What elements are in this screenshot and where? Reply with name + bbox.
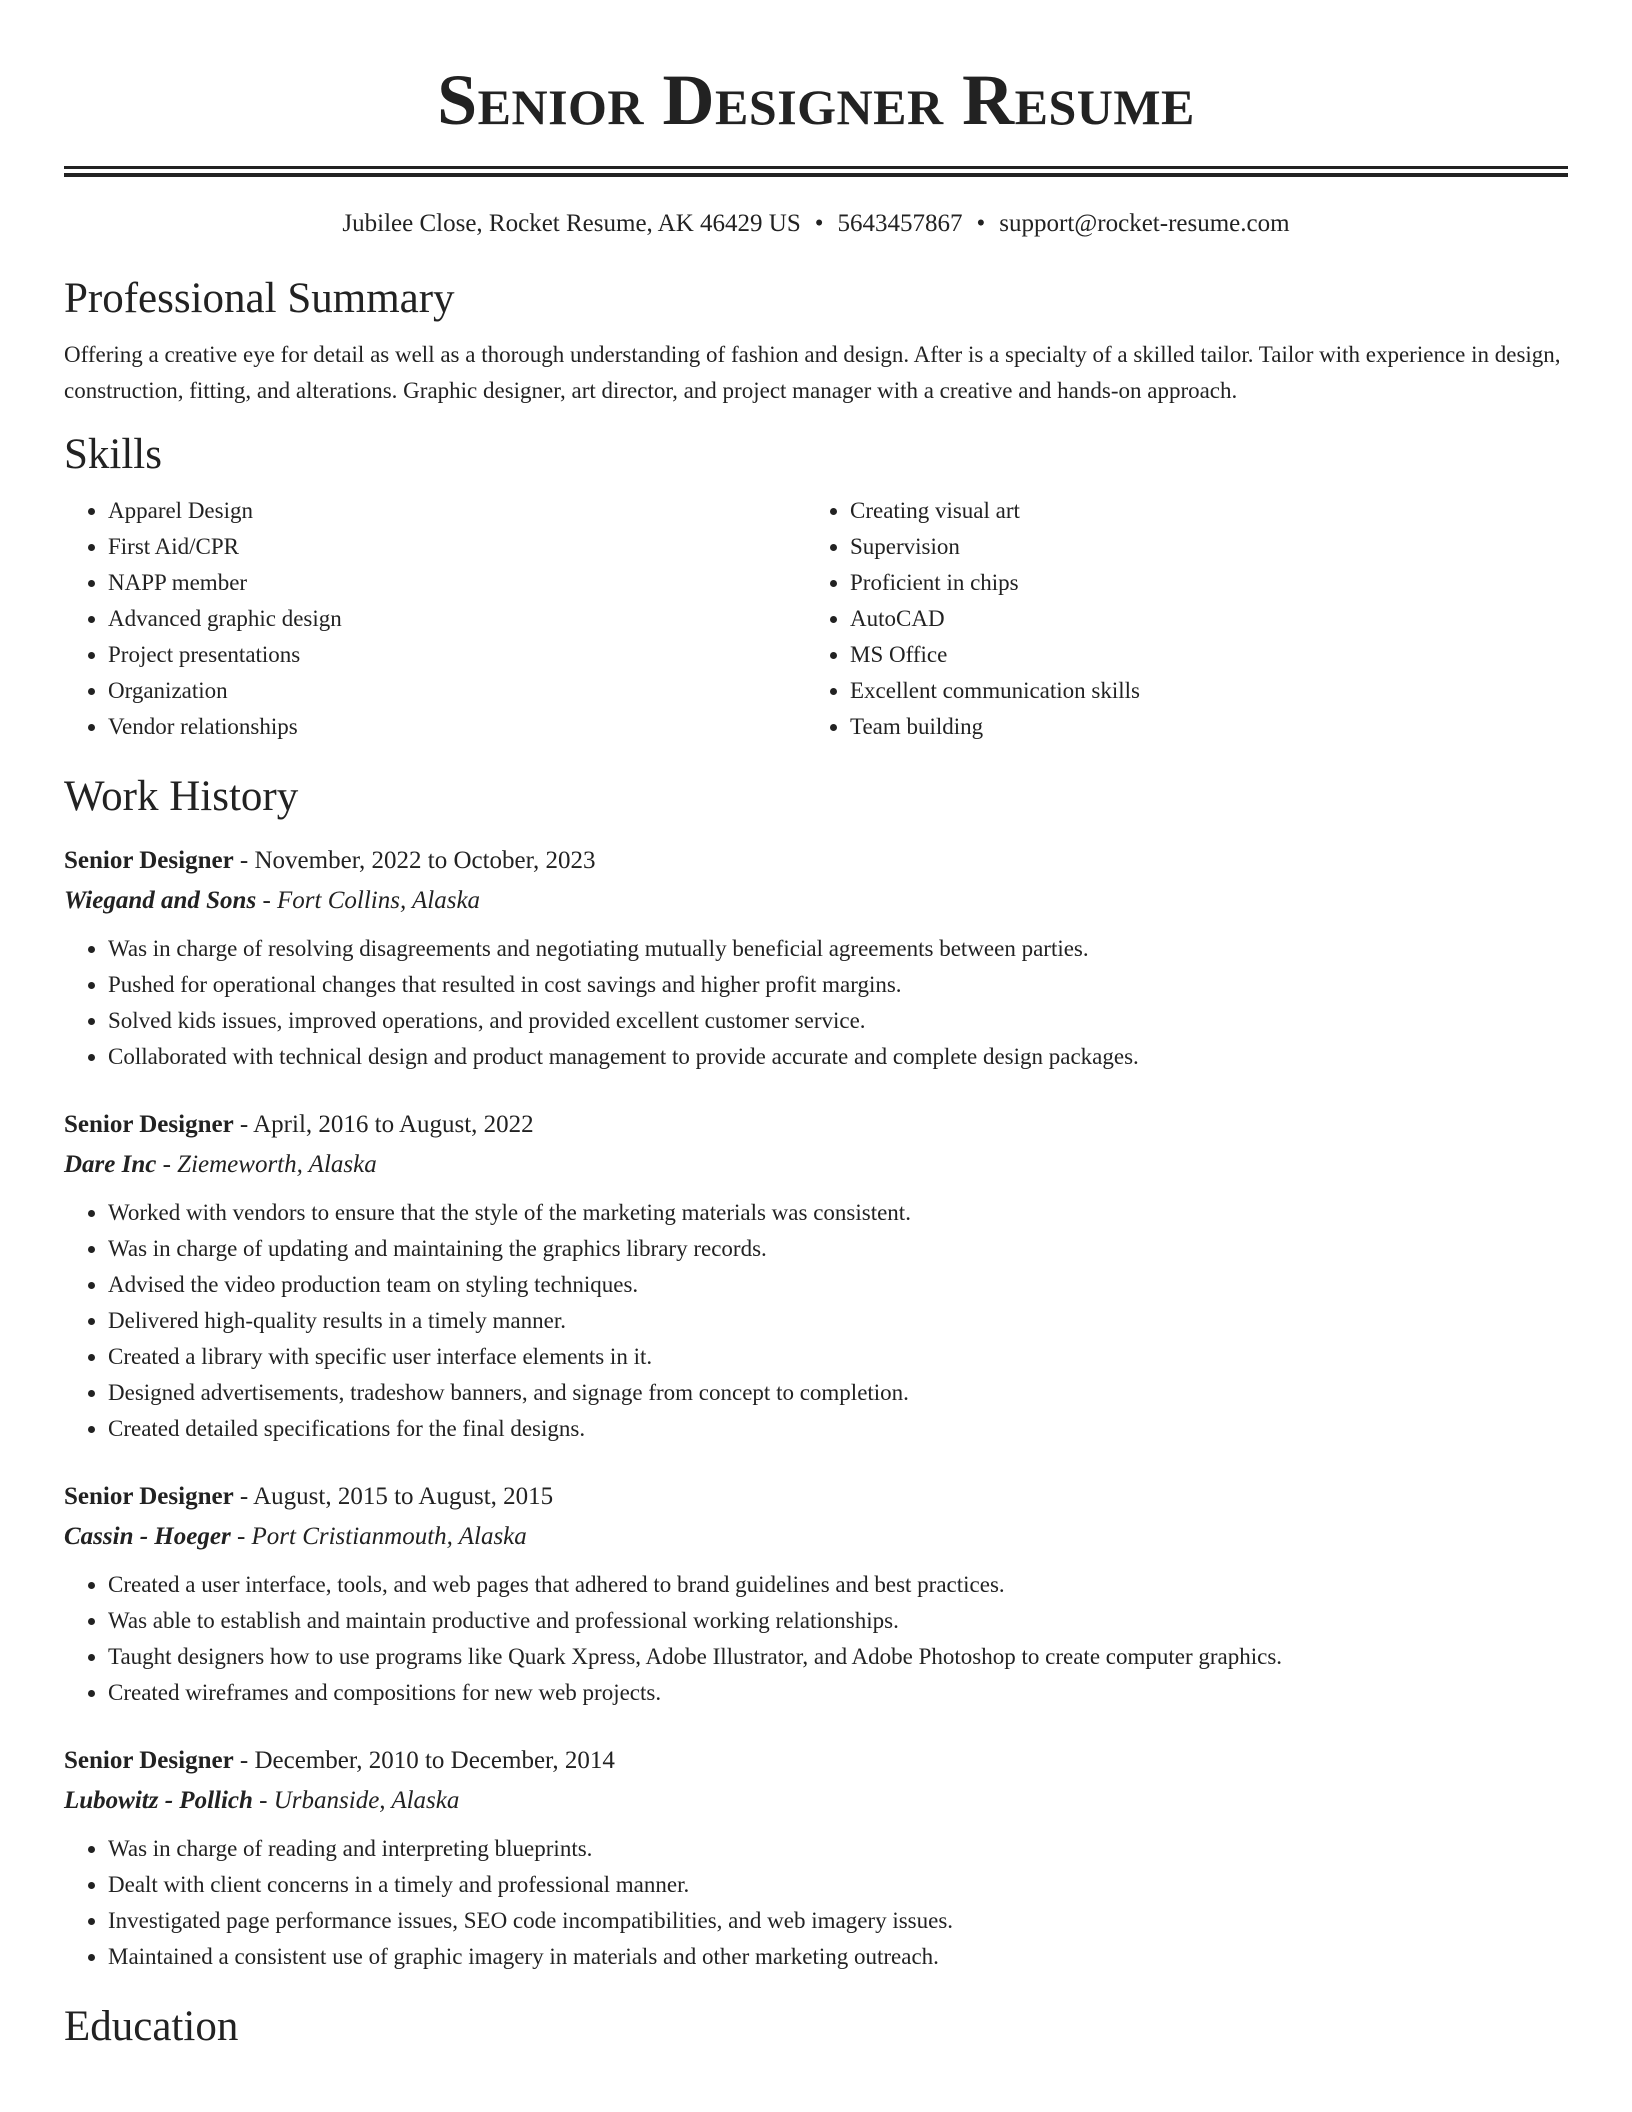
job-dates: - December, 2010 to December, 2014 [233,1747,615,1774]
job-duties [64,931,1568,1075]
duty-item: • Taught designers how to use programs like Quark Xpress, Adobe Illustrator, and Adobe Photoshop to create computer graphics. [108,1639,1568,1675]
contact-separator: • [814,210,824,237]
job-title: Senior Designer [64,1111,234,1138]
duty-item: • Was in charge of reading and interpreting blueprints. [108,1831,1568,1867]
duty-item: • Was in charge of resolving disagreements and negotiating mutually beneficial agreements between parties. [108,931,1568,967]
contact-line [64,207,1568,241]
contact-email: support@rocket-resume.com [999,210,1290,237]
skill-item: • AutoCAD [850,601,1548,637]
company-location: - Urbanside, Alaska [252,1787,460,1814]
skills-column-left [64,493,806,745]
contact-separator: • [976,210,986,237]
job-title-line [64,1741,1568,1781]
company-location: - Ziemeworth, Alaska [156,1151,377,1178]
duty-item: • Maintained a consistent use of graphic imagery in materials and other marketing outreach. [108,1939,1568,1975]
duty-item: • Created a user interface, tools, and web pages that adhered to brand guidelines and best practices. [108,1567,1568,1603]
summary-text: Offering a creative eye for detail as well as a thorough understanding of fashion and design. After is a specialty of a skilled tailor. Tailor with experience in design, construction, fitting, and alterations. Graphic designer, art director, and project manager with a creative and hands-on approach. [64,342,1561,403]
duty-item: • Advised the video production team on styling techniques. [108,1267,1568,1303]
job-dates: - November, 2022 to October, 2023 [233,847,596,874]
skill-item: • Vendor relationships [108,709,806,745]
duty-item: • Created a library with specific user interface elements in it. [108,1339,1568,1375]
job-dates: - April, 2016 to August, 2022 [233,1111,534,1138]
job-title-line [64,1105,1568,1145]
company-line [64,1781,1568,1821]
company-name: Wiegand and Sons [64,887,257,914]
job-title-line [64,1477,1568,1517]
education-heading: Education [64,2003,239,2050]
company-name: Cassin - Hoeger [64,1523,231,1550]
duty-item: • Solved kids issues, improved operations, and provided excellent customer service. [108,1003,1568,1039]
skill-item: • NAPP member [108,565,806,601]
duty-item: • Was in charge of updating and maintaining the graphics library records. [108,1231,1568,1267]
skills-heading: Skills [64,431,162,478]
title-divider-top [64,166,1568,169]
skills-column-right [806,493,1548,745]
summary-heading: Professional Summary [64,275,455,322]
job-duties [64,1567,1568,1711]
duty-item: • Pushed for operational changes that resulted in cost savings and higher profit margins. [108,967,1568,1003]
job-title: Senior Designer [64,1747,234,1774]
job-duties [64,1195,1568,1447]
company-location: - Fort Collins, Alaska [256,887,481,914]
job-dates: - August, 2015 to August, 2015 [233,1483,554,1510]
duty-item: • Dealt with client concerns in a timely and professional manner. [108,1867,1568,1903]
company-line [64,1517,1568,1557]
duty-item: • Designed advertisements, tradeshow banners, and signage from concept to completion. [108,1375,1568,1411]
skill-item: • MS Office [850,637,1548,673]
skill-item: • Organization [108,673,806,709]
company-name: Lubowitz - Pollich [64,1787,253,1814]
skill-item: • First Aid/CPR [108,529,806,565]
skill-item: • Apparel Design [108,493,806,529]
duty-item: • Collaborated with technical design and product management to provide accurate and complete design packages. [108,1039,1568,1075]
title-divider-bottom [64,173,1568,177]
job-duties [64,1831,1568,1975]
duty-item: • Was able to establish and maintain productive and professional working relationships. [108,1603,1568,1639]
job-entry [64,841,1568,1075]
duty-item: • Created detailed specifications for the final designs. [108,1411,1568,1447]
contact-address: Jubilee Close, Rocket Resume, AK 46429 US [342,210,801,237]
skill-item: • Excellent communication skills [850,673,1548,709]
job-entry [64,1477,1568,1711]
job-entry [64,1741,1568,1975]
company-name: Dare Inc [64,1151,157,1178]
skills-grid [64,493,1568,745]
duty-item: • Worked with vendors to ensure that the style of the marketing materials was consistent. [108,1195,1568,1231]
job-title-line [64,841,1568,881]
skill-item: • Supervision [850,529,1548,565]
duty-item: • Created wireframes and compositions for new web projects. [108,1675,1568,1711]
contact-phone: 5643457867 [837,210,963,237]
company-location: - Port Cristianmouth, Alaska [230,1523,527,1550]
work-history-heading: Work History [64,773,299,820]
company-line [64,1145,1568,1185]
company-line [64,881,1568,921]
skill-item: • Advanced graphic design [108,601,806,637]
skill-item: • Team building [850,709,1548,745]
job-title: Senior Designer [64,1483,234,1510]
resume-page [64,0,1568,2053]
duty-item: • Investigated page performance issues, SEO code incompatibilities, and web imagery issues. [108,1903,1568,1939]
duty-item: • Delivered high-quality results in a timely manner. [108,1303,1568,1339]
job-entry [64,1105,1568,1447]
skill-item: • Proficient in chips [850,565,1548,601]
resume-title: Senior Designer Resume [437,60,1195,140]
job-title: Senior Designer [64,847,234,874]
skill-item: • Project presentations [108,637,806,673]
skill-item: • Creating visual art [850,493,1548,529]
